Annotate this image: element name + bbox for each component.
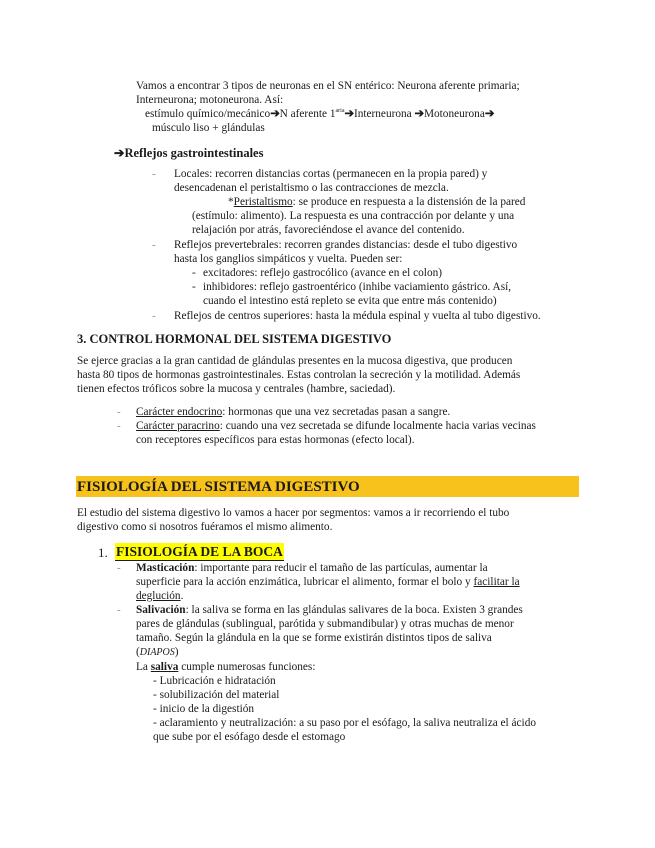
funcion-item-4: - aclaramiento y neutralización: a su paso por el esófago, la saliva neutraliza el ácido [153, 717, 536, 729]
reflejos-heading-text: Reflejos gastrointestinales [124, 146, 264, 160]
masticacion-line-3 [136, 590, 183, 603]
masticacion-line-1 [136, 562, 488, 575]
bullet-dash: - [192, 281, 196, 293]
prevertebrales-line-1: Reflejos prevertebrales: recorren grandes distancias: desde el tubo digestivo [174, 239, 518, 251]
dash-bullet-icon: - [117, 406, 121, 418]
bullet-dash: - [192, 267, 196, 279]
intro-line-4: músculo liso + glándulas [152, 122, 265, 134]
chain-step-2-superscript: aria [335, 108, 345, 115]
paren-open: ( [136, 646, 140, 658]
funcion-item-2: - solubilización del material [153, 689, 280, 701]
paracrino-term: Carácter paracrino [136, 420, 220, 432]
dash-bullet-icon: - [117, 420, 121, 432]
intro-line-2: Interneurona; motoneurona. Así: [136, 94, 284, 106]
control-hormonal-heading: 3. CONTROL HORMONAL DEL SISTEMA DIGESTIVO [77, 332, 392, 346]
asterisk: * [228, 196, 234, 208]
boca-title: FISIOLOGÍA DE LA BOCA [116, 544, 283, 559]
dash-bullet-icon: - [152, 239, 156, 251]
masticacion-line-2 [136, 576, 520, 589]
intro-chain [145, 108, 494, 121]
funcion-item-4-cont: que sube por el esófago desde el estomago [153, 731, 346, 743]
chain-step-2: N aferente 1 [279, 108, 336, 120]
salivacion-line-4 [136, 646, 179, 659]
dash-bullet-icon: - [152, 168, 156, 180]
boca-number: 1. [98, 545, 108, 560]
masticacion-term: Masticación [136, 562, 195, 574]
dash-bullet-icon: - [152, 310, 156, 322]
prevertebrales-line-2: hasta los ganglios simpáticos y vuelta. Pueden ser: [174, 253, 403, 265]
deglucion-term: deglución [136, 590, 181, 602]
reflejos-heading [114, 146, 263, 161]
peristaltismo-line-2: (estímulo: alimento). La respuesta es una contracción por delante y una [192, 210, 515, 222]
control-paragraph-line-1: Se ejerce gracias a la gran cantidad de glándulas presentes en la mucosa digestiva, que producen [77, 355, 513, 367]
control-paragraph-line-3: tienen efectos tróficos sobre la mucosa y centrales (hambre, saciedad). [77, 383, 396, 395]
chain-step-4: Motoneurona [423, 108, 485, 120]
salivacion-line-3: tamaño. Según la glándula en la que se forme existirán distintos tipos de saliva [136, 632, 492, 644]
dash-bullet-icon: - [117, 604, 121, 616]
inhibidores-line-2: cuando el intestino está repleto se evita que entre más contenido) [203, 295, 497, 307]
period: . [180, 590, 184, 602]
locales-line-1: Locales: recorren distancias cortas (permanecen en la propia pared) y [174, 168, 488, 180]
paracrino-text: : cuando una vez secretada se difunde localmente hacia varias vecinas [219, 420, 536, 432]
saliva-term: saliva [150, 661, 179, 673]
funciones-text-a: La [136, 661, 151, 673]
peristaltismo-term: Peristaltismo [233, 196, 293, 208]
salivacion-line-2: pares de glándulas (sublingual, parótida y submandibular) y otras muchas de menor [136, 618, 514, 630]
funciones-text-c: cumple numerosas funciones: [178, 661, 316, 673]
paracrino-line-2: con receptores específicos para estas hormonas (efecto local). [136, 434, 415, 446]
masticacion-text: : importante para reducir el tamaño de las partículas, aumentar la [194, 562, 488, 574]
fisiologia-title: FISIOLOGÍA DEL SISTEMA DIGESTIVO [77, 479, 360, 495]
inhibidores-line-1: inhibidores: reflejo gastroentérico (inhibe vaciamiento gástrico. Así, [203, 281, 512, 293]
centros-superiores-line: Reflejos de centros superiores: hasta la médula espinal y vuelta al tubo digestivo. [174, 310, 541, 322]
excitadores-line: excitadores: reflejo gastrocólico (avance en el colon) [203, 267, 442, 279]
peristaltismo-line-1 [228, 196, 525, 209]
paracrino-line-1 [136, 420, 536, 433]
endocrino-text: : hormonas que una vez secretadas pasan a sangre. [222, 406, 451, 418]
arrow-right-icon: ➔ [114, 146, 125, 160]
control-paragraph-line-2: hasta 80 tipos de hormonas gastrointestinales. Estas controlan la secreción y la motilidad. Además [77, 369, 521, 381]
funcion-item-1: - Lubricación e hidratación [153, 675, 276, 687]
fisiologia-paragraph-line-1: El estudio del sistema digestivo lo vamos a hacer por segmentos: vamos a ir recorriendo el tubo [77, 507, 510, 519]
chain-step-3: Interneurona [353, 108, 412, 120]
peristaltismo-text: : se produce en respuesta a la distensión de la pared [292, 196, 526, 208]
masticacion-text-2: superficie para la acción enzimática, lubricar el alimento, formar el bolo y [136, 576, 474, 588]
chain-step-1: estímulo químico/mecánico [145, 108, 271, 120]
dash-bullet-icon: - [117, 562, 121, 574]
arrow-right-icon: ➔ [484, 108, 495, 120]
masticacion-underlined: facilitar la [473, 576, 520, 588]
funciones-intro [136, 661, 315, 674]
fisiologia-paragraph-line-2: digestivo como si nosotros fuéramos el mismo alimento. [77, 521, 333, 533]
endocrino-term: Carácter endocrino [136, 406, 223, 418]
paren-close: ) [174, 646, 179, 658]
arrow-right-icon: ➔ [344, 108, 354, 120]
peristaltismo-line-3: relajación por atrás, favoreciéndose el avance del contenido. [192, 224, 465, 236]
funcion-item-3: - inicio de la digestión [153, 703, 255, 715]
arrow-right-icon: ➔ [414, 108, 424, 120]
intro-line-1: Vamos a encontrar 3 tipos de neuronas en el SN entérico: Neurona aferente primaria; [136, 80, 520, 92]
endocrino-line [136, 406, 450, 419]
salivacion-term: Salivación [136, 604, 186, 616]
diapos-ref: DIAPOS [139, 647, 175, 658]
locales-line-2: desencadenan el peristaltismo o las contracciones de mezcla. [174, 182, 449, 194]
salivacion-line-1 [136, 604, 523, 617]
salivacion-text: : la saliva se forma en las glándulas salivares de la boca. Existen 3 grandes [185, 604, 523, 616]
arrow-right-icon: ➔ [270, 108, 280, 120]
